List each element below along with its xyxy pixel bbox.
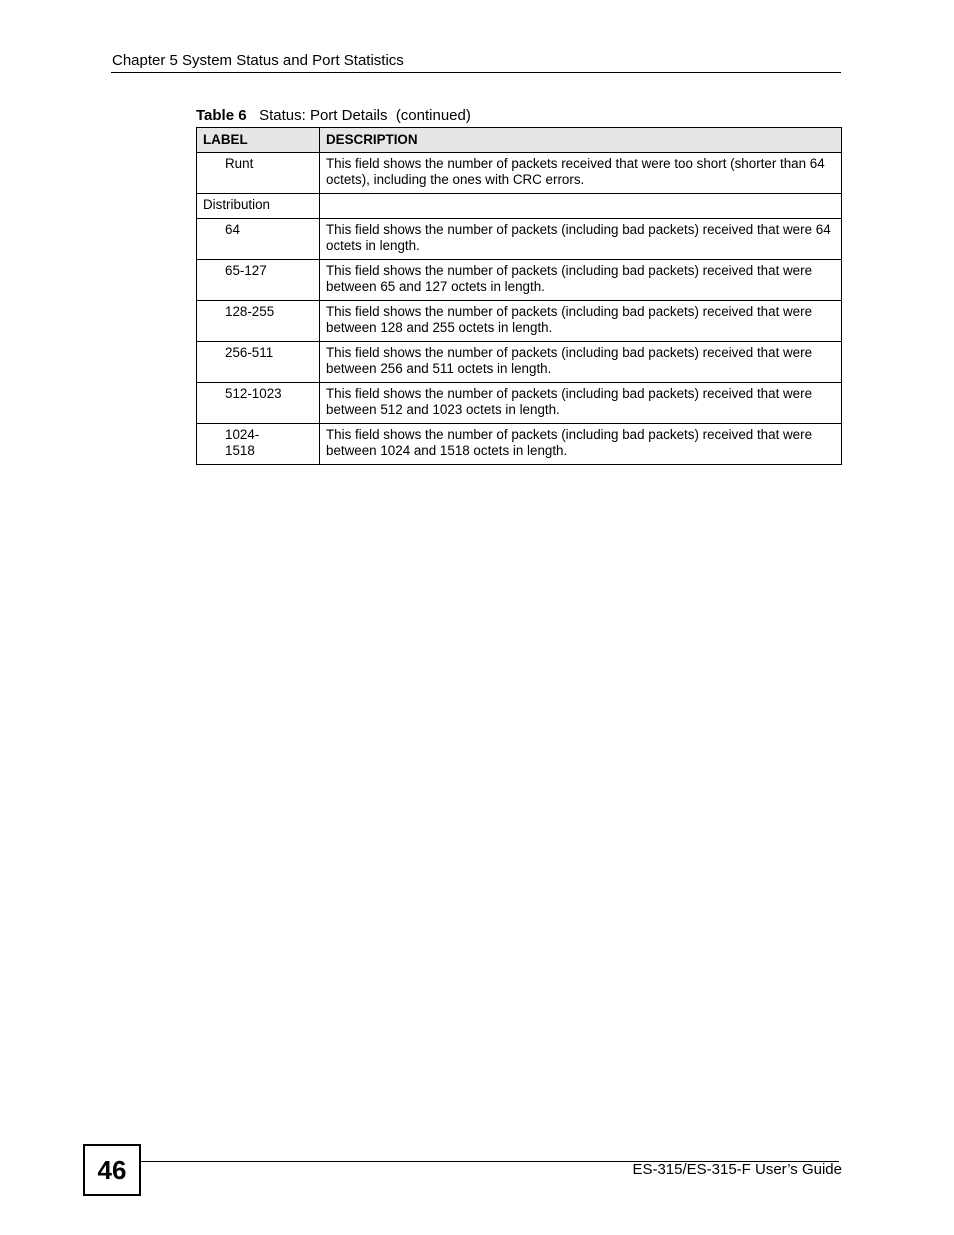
page-header: [111, 51, 841, 73]
table-title: Status: Port Details (continued): [259, 107, 471, 124]
port-details-table: [196, 127, 842, 465]
table-number: Table 6: [196, 107, 247, 124]
row-label: 65-127: [197, 260, 320, 301]
page-number: 46: [83, 1144, 141, 1196]
row-description: This field shows the number of packets received that were too short (shorter than 64 octets), including the ones with CRC errors.: [320, 153, 842, 194]
row-description: This field shows the number of packets (including bad packets) received that were between 65 and 127 octets in length.: [320, 260, 842, 301]
row-label: Runt: [197, 153, 320, 194]
table-row: [197, 194, 842, 219]
row-description: This field shows the number of packets (including bad packets) received that were between 256 and 511 octets in length.: [320, 342, 842, 383]
table-row: [197, 424, 842, 465]
row-description: This field shows the number of packets (including bad packets) received that were between 1024 and 1518 octets in length.: [320, 424, 842, 465]
table-row: [197, 219, 842, 260]
row-label: Distribution: [197, 194, 320, 219]
row-label: 512-1023: [197, 383, 320, 424]
row-label: 256-511: [197, 342, 320, 383]
table-header-row: [197, 128, 842, 153]
column-header-description: DESCRIPTION: [320, 128, 842, 153]
table-caption: [196, 107, 471, 124]
row-label: 1024- 1518: [197, 424, 320, 465]
guide-title: ES-315/ES-315-F User’s Guide: [632, 1161, 842, 1178]
row-description: [320, 194, 842, 219]
table-row: [197, 383, 842, 424]
table-row: [197, 342, 842, 383]
table-row: [197, 260, 842, 301]
row-description: This field shows the number of packets (including bad packets) received that were between 512 and 1023 octets in length.: [320, 383, 842, 424]
row-description: This field shows the number of packets (including bad packets) received that were between 128 and 255 octets in length.: [320, 301, 842, 342]
row-label: 64: [197, 219, 320, 260]
row-label: 128-255: [197, 301, 320, 342]
table-row: [197, 301, 842, 342]
column-header-label: LABEL: [197, 128, 320, 153]
chapter-title: Chapter 5 System Status and Port Statistics: [112, 52, 404, 69]
table-row: [197, 153, 842, 194]
row-description: This field shows the number of packets (including bad packets) received that were 64 octets in length.: [320, 219, 842, 260]
